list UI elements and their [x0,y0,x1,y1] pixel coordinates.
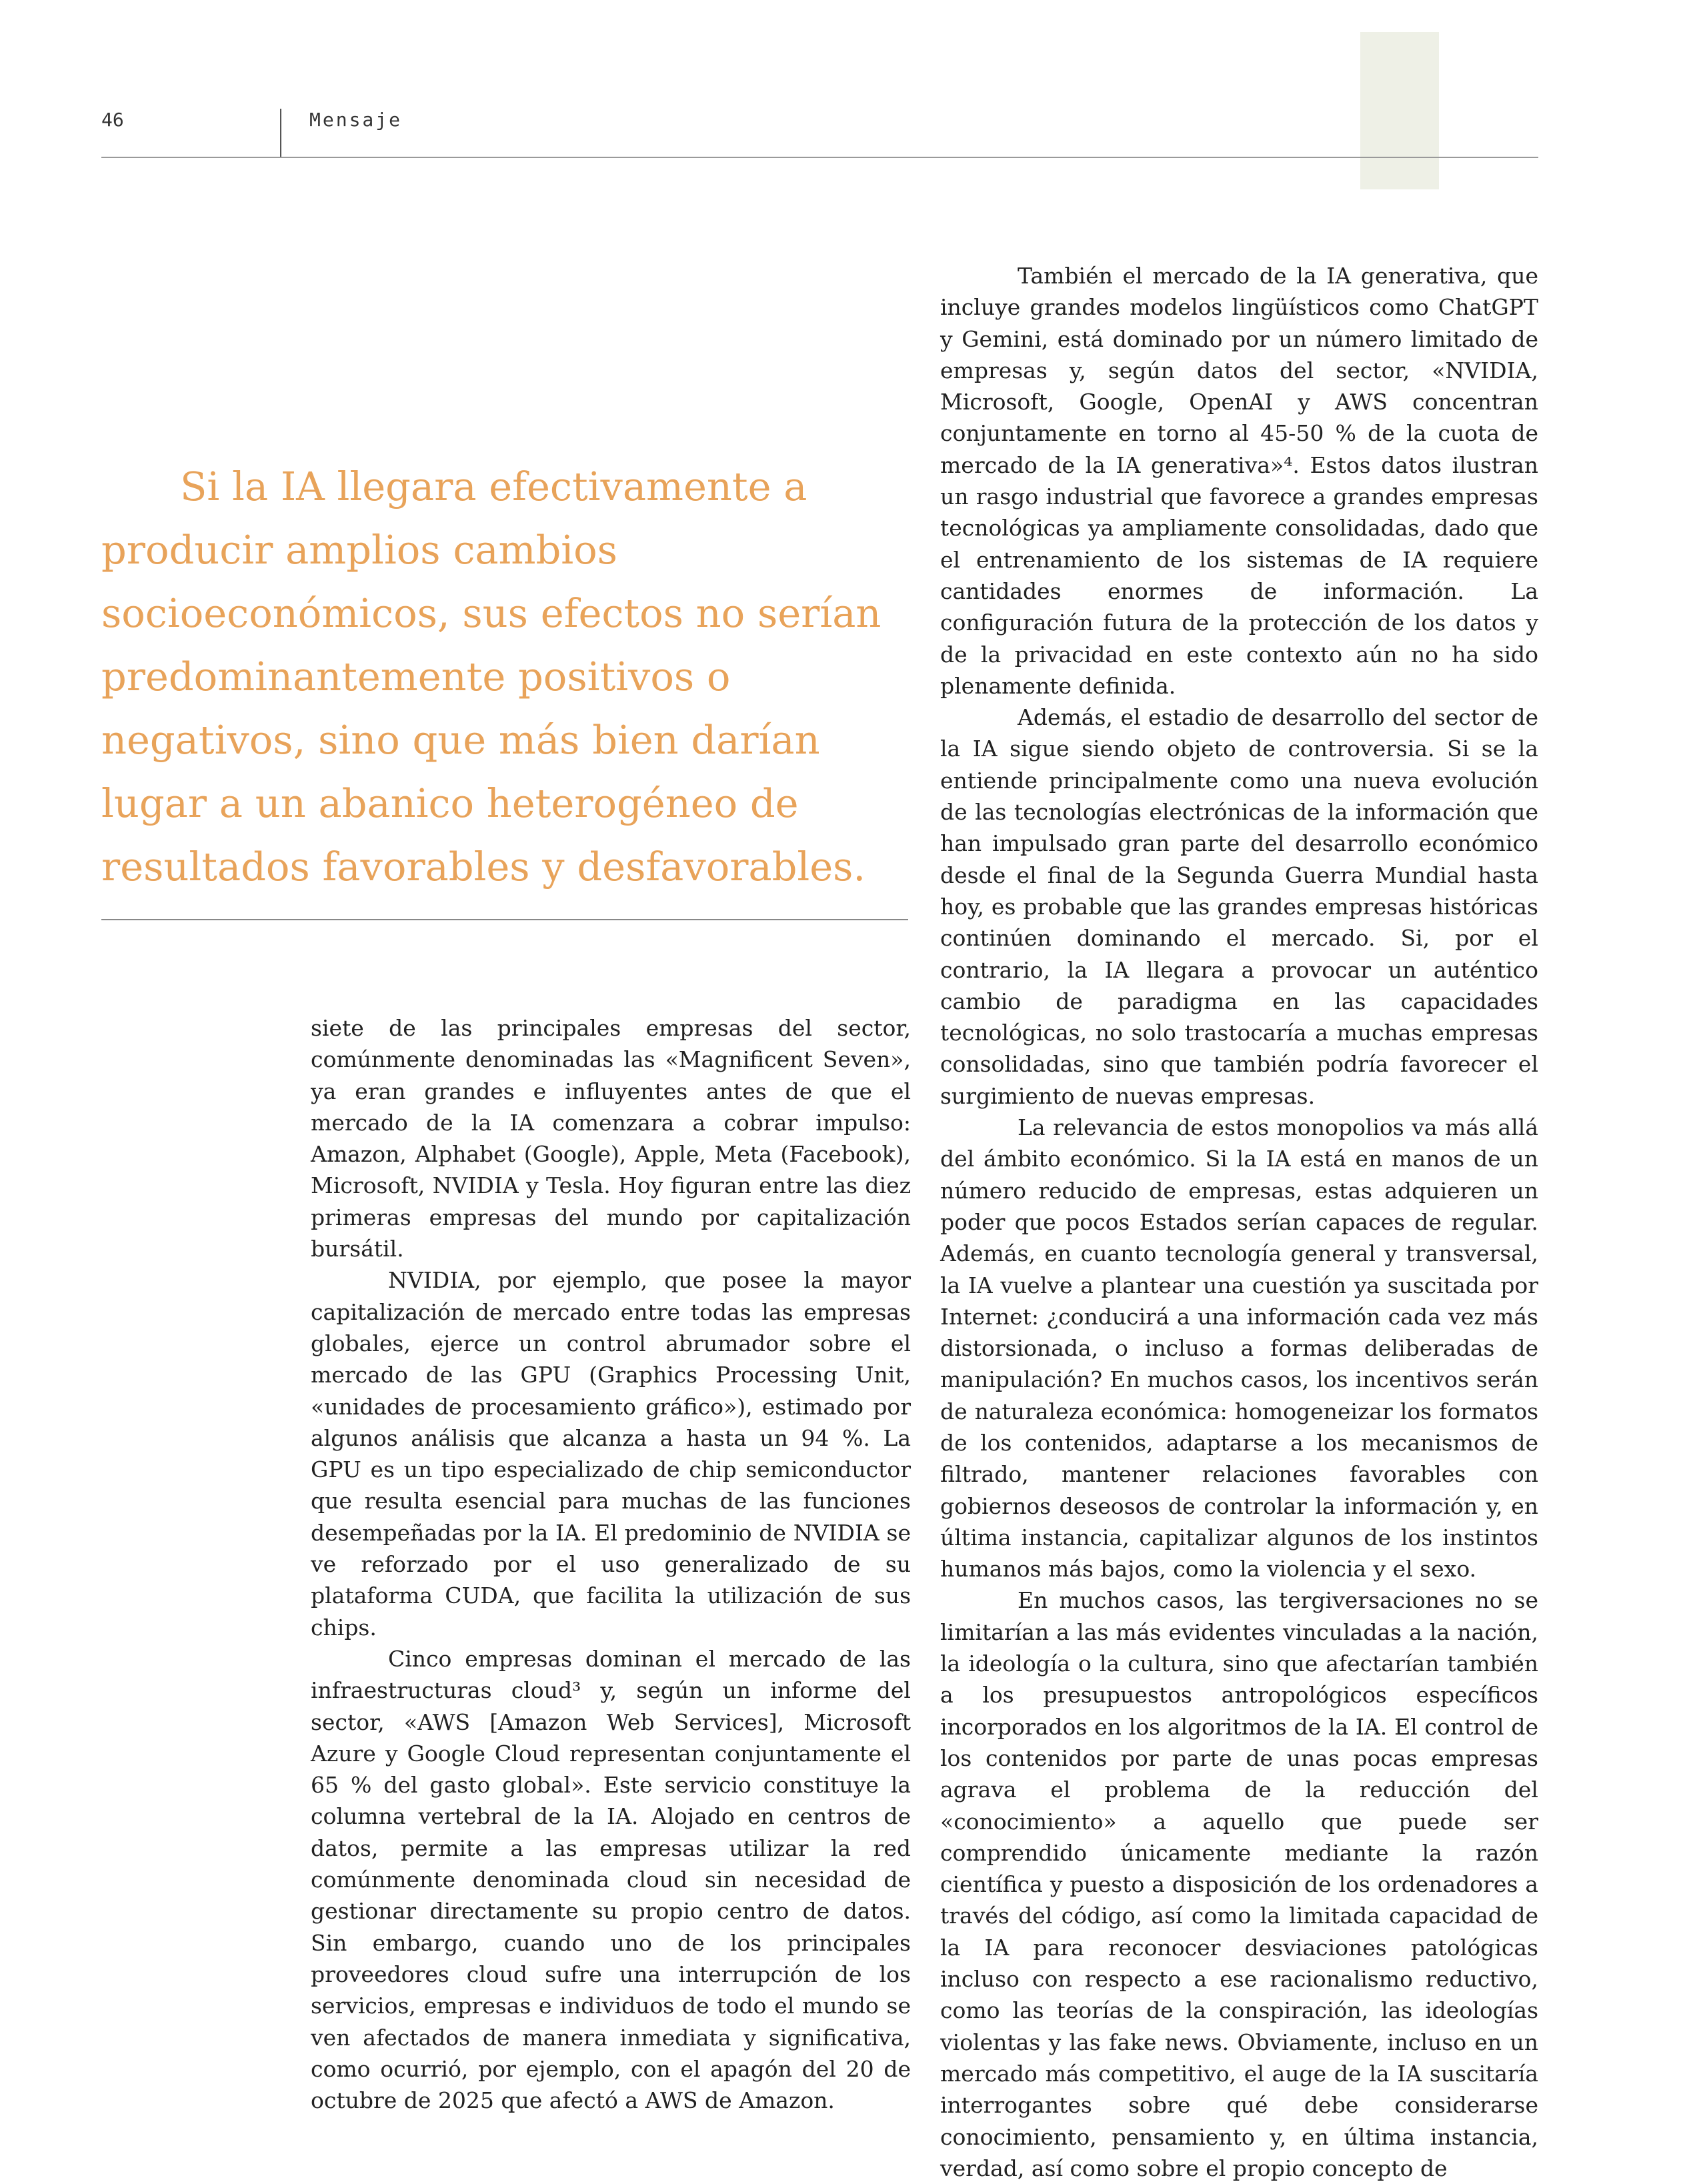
paragraph: También el mercado de la IA generativa, que incluye grandes modelos lingüísticos como ChatGPT y Gemini, está dominado por un número limitado de empresas y, según datos del sector, «NVIDIA, Microsoft, Google, OpenAI y AWS concentran conjuntamente en torno al 45-50 % de la cuota de mercado de la IA generativa»⁴. Estos datos ilustran un rasgo industrial que favorece a grandes empresas tecnológicas ya ampliamente consolidadas, dado que el entrenamiento de los sistemas de IA requiere cantidades enormes de información. La configuración futura de la protección de los datos y de la privacidad en este contexto aún no ha sido plenamente definida. [940,263,1538,699]
pull-quote: Si la IA llegara efectivamente a producir amplios cambios socioeconómicos, sus efectos no serían predominantemente positivos o negativos, sino que más bien darían lugar a un abanico heterogéneo de resultados favorables y desfavorables. [101,463,882,890]
header-divider [280,109,281,157]
section-title: Mensaje [309,109,403,131]
header-rule [101,157,1538,158]
pull-quote-rule [101,919,908,920]
page-number: 46 [101,109,124,131]
paragraph: Además, el estadio de desarrollo del sector de la IA sigue siendo objeto de controversia. Si se la entiende principalmente como una nueva evolución de las tecnologías electrónicas de la información que han impulsado gran parte del desarrollo económico desde el final de la Segunda Guerra Mundial hasta hoy, es probable que las grandes empresas históricas continúen dominando el mercado. Si, por el contrario, la IA llegara a provocar un auténtico cambio de paradigma en las capacidades tecnológicas, no solo trastocaría a muchas empresas consolidadas, sino que también podría favorecer el surgimiento de nuevas empresas. [940,704,1538,1109]
right-column [940,260,1538,2184]
paragraph: En muchos casos, las tergiversaciones no se limitarían a las más evidentes vinculadas a la nación, la ideología o la cultura, sino que afectarían también a los presupuestos antropológicos específicos incorporados en los algoritmos de la IA. El control de los contenidos por parte de unas pocas empresas agrava el problema de la reducción del «conocimiento» a aquello que puede ser comprendido únicamente mediante la razón científica y puesto a disposición de los ordenadores a través del código, así como la limitada capacidad de la IA para reconocer desviaciones patológicas incluso con respecto a ese racionalismo reductivo, como las teorías de la conspiración, las ideologías violentas y las fake news. Obviamente, incluso en un mercado más competitivo, el auge de la IA suscitaría interrogantes sobre qué debe considerarse conocimiento, pensamiento y, en última instancia, verdad, así como sobre el propio concepto de [940,1587,1538,2181]
paragraph: La relevancia de estos monopolios va más allá del ámbito económico. Si la IA está en manos de un número reducido de empresas, estas adquieren un poder que pocos Estados serían capaces de regular. Además, en cuanto tecnología general y transversal, la IA vuelve a plantear una cuestión ya suscitada por Internet: ¿conducirá a una información cada vez más distorsionada, o incluso a formas deliberadas de manipulación? En muchos casos, los incentivos serán de naturaleza económica: homogeneizar los formatos de los contenidos, adaptarse a los mecanismos de filtrado, mantener relaciones favorables con gobiernos deseosos de controlar la información y, en última instancia, capitalizar algunos de los instintos humanos más bajos, como la violencia y el sexo. [940,1114,1538,1582]
paragraph: Cinco empresas dominan el mercado de las infraestructuras cloud³ y, según un informe del sector, «AWS [Amazon Web Services], Microsoft Azure y Google Cloud representan conjuntamente el 65 % del gasto global». Este servicio constituye la columna vertebral de la IA. Alojado en centros de datos, permite a las empresas utilizar la red comúnmente denominada cloud sin necesidad de gestionar directamente su propio centro de datos. Sin embargo, cuando uno de los principales proveedores cloud sufre una interrupción de los servicios, empresas e individuos de todo el mundo se ven afectados de manera inmediata y significativa, como ocurrió, por ejemplo, con el apagón del 20 de octubre de 2025 que afectó a AWS de Amazon. [311,1645,911,2114]
paragraph: siete de las principales empresas del sector, comúnmente denominadas las «Magnificent Seven», ya eran grandes e influyentes antes de que el mercado de la IA comenzara a cobrar impulso: Amazon, Alphabet (Google), Apple, Meta (Facebook), Microsoft, NVIDIA y Tesla. Hoy figuran entre las diez primeras empresas del mundo por capitalización bursátil. [311,1015,911,1262]
page-tab-marker [1360,32,1439,189]
left-column [311,1012,911,2116]
paragraph: NVIDIA, por ejemplo, que posee la mayor capitalización de mercado entre todas las empresas globales, ejerce un control abrumador sobre el mercado de las GPU (Graphics Processing Unit, «unidades de procesamiento gráfico»), estimado por algunos análisis que alcanza a hasta un 94 %. La GPU es un tipo especializado de chip semiconductor que resulta esencial para muchas de las funciones desempeñadas por la IA. El predominio de NVIDIA se ve reforzado por el uso generalizado de su plataforma CUDA, que facilita la utilización de sus chips. [311,1267,911,1641]
